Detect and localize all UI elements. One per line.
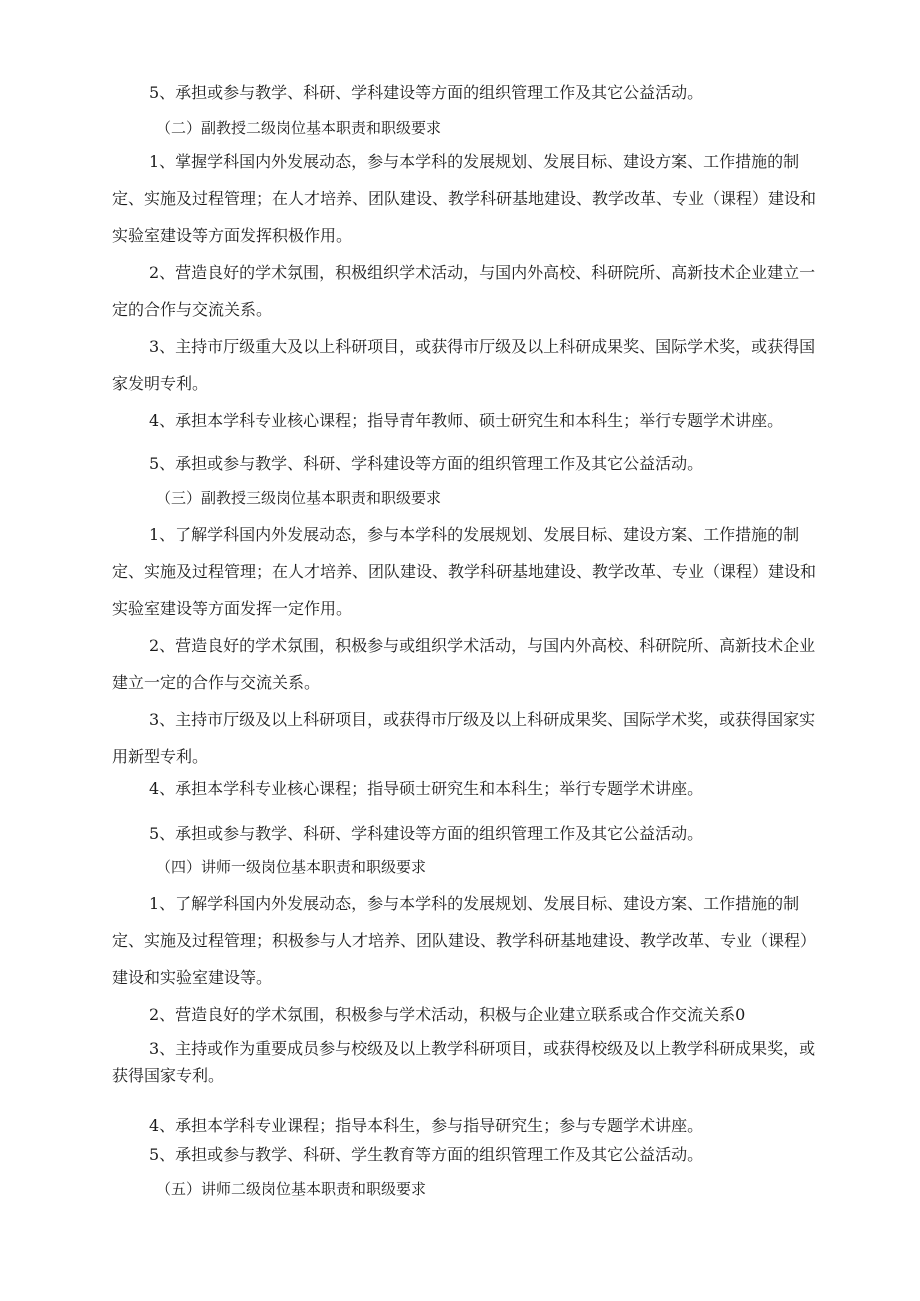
paragraph-6: 4、承担本学科专业核心课程；指导青年教师、硕士研究生和本科生；举行专题学术讲座。: [149, 411, 784, 430]
paragraph-3: 1、掌握学科国内外发展动态，参与本学科的发展规划、发展目标、建设方案、工作措施的制定、实施及过程管理；在人才培养、团队建设、教学科研基地建设、教学改革、专业（课程）建设和实验室建设等方面发挥积极作用。: [112, 152, 817, 245]
section-heading-3: （三）副教授三级岗位基本职责和职级要求: [156, 489, 442, 507]
paragraph-12: 4、承担本学科专业核心课程；指导硕士研究生和本科生；举行专题学术讲座。: [149, 779, 704, 798]
paragraph-16: 2、营造良好的学术氛围，积极参与学术活动，积极与企业建立联系或合作交流关系0: [149, 1005, 746, 1024]
section-heading-5: （五）讲师二级岗位基本职责和职级要求: [156, 1180, 427, 1198]
paragraph-11: 3、主持市厅级及以上科研项目，或获得市厅级及以上科研成果奖、国际学术奖，或获得国家实用新型专利。: [112, 710, 816, 766]
paragraph-19: 5、承担或参与教学、科研、学生教育等方面的组织管理工作及其它公益活动。: [149, 1145, 704, 1164]
paragraph-10: 2、营造良好的学术氛围，积极参与或组织学术活动，与国内外高校、科研院所、高新技术企业建立一定的合作与交流关系。: [112, 636, 816, 692]
paragraph-13: 5、承担或参与教学、科研、学科建设等方面的组织管理工作及其它公益活动。: [149, 824, 704, 843]
paragraph-9: 1、了解学科国内外发展动态，参与本学科的发展规划、发展目标、建设方案、工作措施的制定、实施及过程管理；在人才培养、团队建设、教学科研基地建设、教学改革、专业（课程）建设和实验室建设等方面发挥一定作用。: [112, 525, 817, 618]
paragraph-1: 5、承担或参与教学、科研、学科建设等方面的组织管理工作及其它公益活动。: [149, 83, 704, 102]
paragraph-4: 2、营造良好的学术氛围，积极组织学术活动，与国内外高校、科研院所、高新技术企业建立一定的合作与交流关系。: [112, 263, 816, 319]
paragraph-17: 3、主持或作为重要成员参与校级及以上教学科研项目，或获得校级及以上教学科研成果奖，或获得国家专利。: [112, 1039, 816, 1085]
section-heading-4: （四）讲师一级岗位基本职责和职级要求: [156, 858, 427, 876]
paragraph-18: 4、承担本学科专业课程；指导本科生，参与指导研究生；参与专题学术讲座。: [149, 1116, 704, 1135]
paragraph-5: 3、主持市厅级重大及以上科研项目，或获得市厅级及以上科研成果奖、国际学术奖，或获得国家发明专利。: [112, 337, 816, 393]
paragraph-7: 5、承担或参与教学、科研、学科建设等方面的组织管理工作及其它公益活动。: [149, 454, 704, 473]
section-heading-2: （二）副教授二级岗位基本职责和职级要求: [156, 119, 442, 137]
paragraph-15: 1、了解学科国内外发展动态，参与本学科的发展规划、发展目标、建设方案、工作措施的制定、实施及过程管理；积极参与人才培养、团队建设、教学科研基地建设、教学改革、专业（课程）建设和实验室建设等。: [112, 894, 817, 987]
